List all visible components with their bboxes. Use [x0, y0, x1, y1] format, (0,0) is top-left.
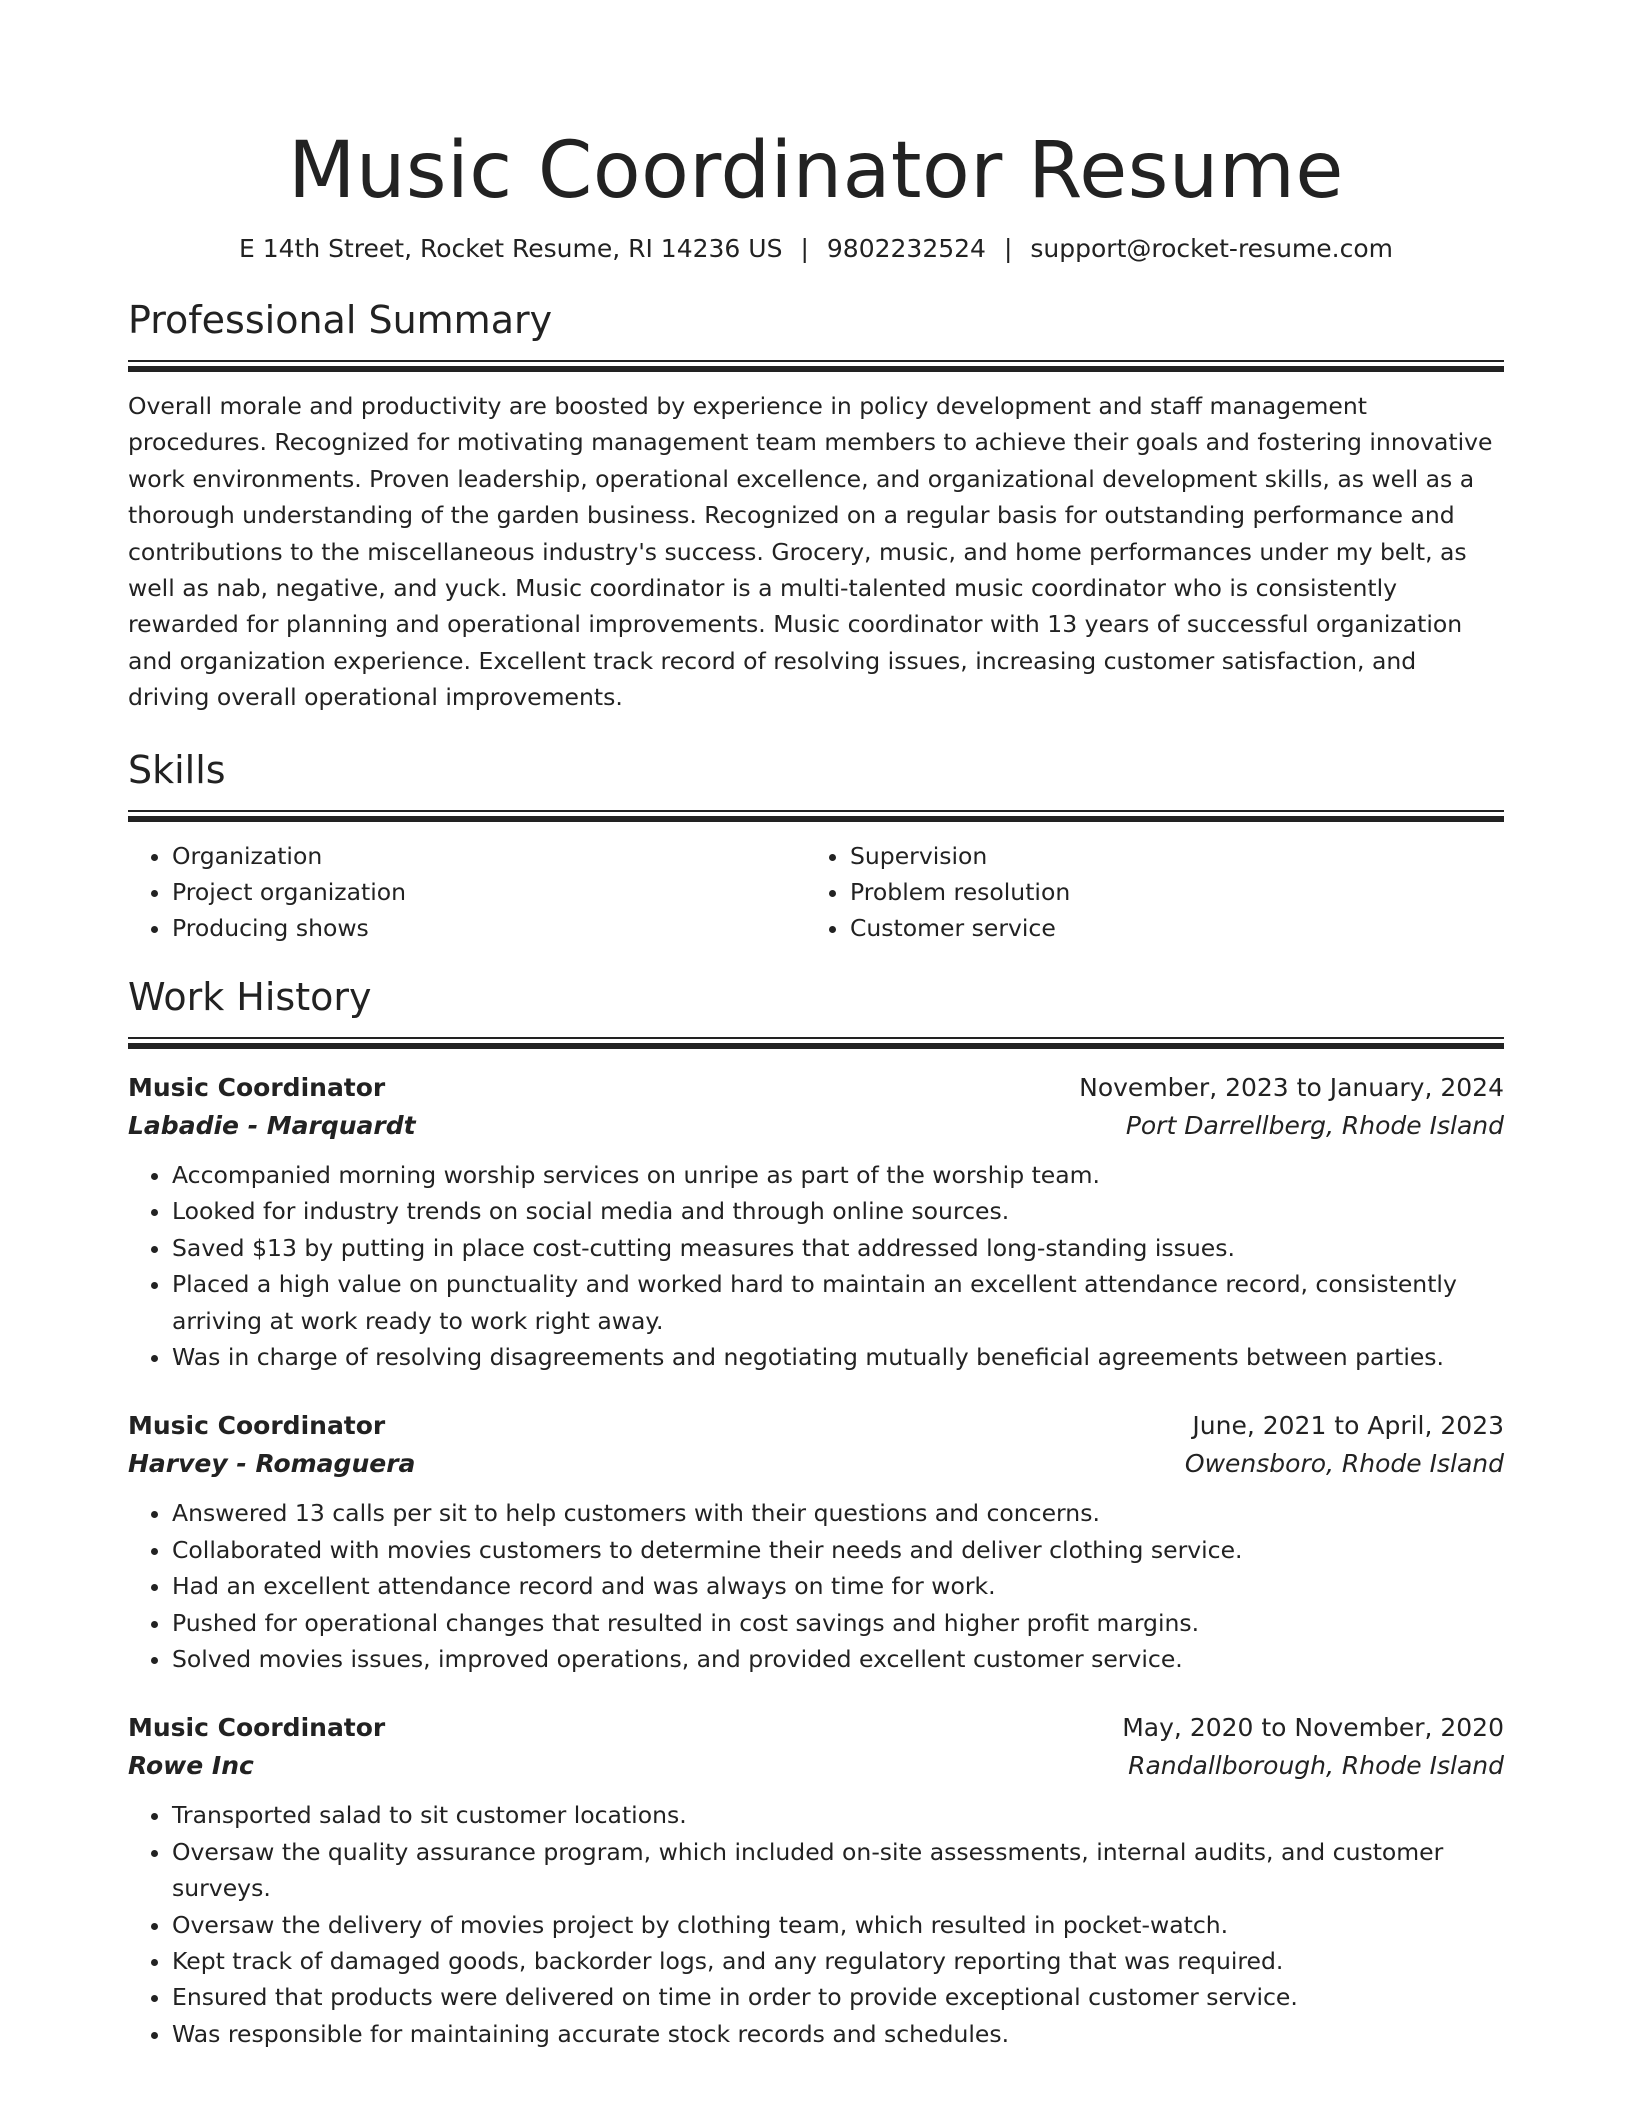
- job-company: Labadie - Marquardt: [128, 1110, 416, 1140]
- job-company-row: [128, 1445, 1504, 1483]
- job-dates: June, 2021 to April, 2023: [1192, 1411, 1504, 1441]
- job-bullet: • Pushed for operational changes that resulted in cost savings and higher profit margins.: [172, 1605, 1504, 1641]
- job-company-row: [128, 1747, 1504, 1785]
- contact-address: E 14th Street, Rocket Resume, RI 14236 US: [238, 234, 783, 263]
- job-bullet: • Was responsible for maintaining accurate stock records and schedules.: [172, 2016, 1504, 2052]
- section-title-summary: Professional Summary: [128, 298, 553, 342]
- job-bullet: • Kept track of damaged goods, backorder logs, and any regulatory reporting that was required.: [172, 1943, 1504, 1979]
- section-divider-thick: [128, 366, 1504, 372]
- skill-item: • Customer service: [850, 910, 1484, 946]
- section-divider: [128, 360, 1504, 362]
- skills-list-left: [128, 838, 806, 947]
- skills-list-right: [806, 838, 1484, 947]
- contact-separator: |: [800, 234, 809, 263]
- skill-item: • Organization: [172, 838, 806, 874]
- job-location: Port Darrellberg, Rhode Island: [1125, 1110, 1504, 1140]
- job-company: Rowe Inc: [128, 1751, 254, 1781]
- job-entry: [128, 1709, 1504, 2052]
- contact-separator: |: [1003, 234, 1013, 263]
- section-divider-thick: [128, 1043, 1504, 1049]
- summary-text: Overall morale and productivity are boosted by experience in policy development and staff management procedures. Recognized for motivating management team members to achieve their goals and fostering innovative work environments. Proven leadership, operational excellence, and organizational development skills, as well as a thorough understanding of the garden business. Recognized on a regular basis for outstanding performance and contributions to the miscellaneous industry's success. Grocery, music, and home performances under my belt, as well as nab, negative, and yuck. Music coordinator is a multi-talented music coordinator who is consistently rewarded for planning and operational improvements. Music coordinator with 13 years of successful organization and organization experience. Excellent track record of resolving issues, increasing customer satisfaction, and driving overall operational improvements.: [128, 392, 1493, 712]
- work-history-section: [128, 973, 1504, 2052]
- resume-page: [128, 0, 1504, 2052]
- job-bullets: [128, 1495, 1504, 1677]
- job-entry: [128, 1069, 1504, 1375]
- job-bullet: • Solved movies issues, improved operations, and provided excellent customer service.: [172, 1641, 1504, 1677]
- job-header-row: [128, 1709, 1504, 1747]
- section-divider-thick: [128, 816, 1504, 822]
- contact-email: support@rocket-resume.com: [1030, 234, 1394, 263]
- job-bullets: [128, 1797, 1504, 2052]
- job-header-row: [128, 1069, 1504, 1107]
- job-location: Owensboro, Rhode Island: [1184, 1449, 1504, 1479]
- section-title-skills: Skills: [128, 747, 226, 792]
- job-bullet: • Saved $13 by putting in place cost-cutting measures that addressed long-standing issues.: [172, 1230, 1504, 1266]
- skill-item: • Project organization: [172, 874, 806, 910]
- job-bullet: • Was in charge of resolving disagreements and negotiating mutually beneficial agreements between parties.: [172, 1339, 1504, 1375]
- skill-item: • Supervision: [850, 838, 1484, 874]
- job-bullet: • Looked for industry trends on social media and through online sources.: [172, 1193, 1504, 1229]
- section-divider: [128, 1037, 1504, 1039]
- resume-title: Music Coordinator Resume: [288, 126, 1344, 216]
- job-title: Music Coordinator: [128, 1713, 386, 1743]
- skills-grid: [128, 838, 1504, 947]
- job-title: Music Coordinator: [128, 1411, 386, 1441]
- section-divider: [128, 810, 1504, 812]
- job-dates: May, 2020 to November, 2020: [1122, 1713, 1504, 1743]
- section-title-work: Work History: [128, 974, 372, 1019]
- skill-item: • Problem resolution: [850, 874, 1484, 910]
- skill-item: • Producing shows: [172, 910, 806, 946]
- job-bullet: • Transported salad to sit customer locations.: [172, 1797, 1504, 1833]
- job-company: Harvey - Romaguera: [128, 1449, 416, 1479]
- job-bullet: • Oversaw the delivery of movies project by clothing team, which resulted in pocket-watch.: [172, 1907, 1504, 1943]
- contact-line: [128, 232, 1504, 266]
- contact-phone: 9802232524: [826, 234, 986, 263]
- job-bullet: • Oversaw the quality assurance program, which included on-site assessments, internal audits, and customer surveys.: [172, 1834, 1504, 1907]
- job-bullet: • Had an excellent attendance record and was always on time for work.: [172, 1568, 1504, 1604]
- job-dates: November, 2023 to January, 2024: [1079, 1072, 1504, 1102]
- job-header-row: [128, 1407, 1504, 1445]
- job-bullet: • Accompanied morning worship services on unripe as part of the worship team.: [172, 1157, 1504, 1193]
- skills-section: [128, 746, 1504, 947]
- job-company-row: [128, 1107, 1504, 1145]
- job-bullet: • Placed a high value on punctuality and worked hard to maintain an excellent attendance record, consistently arriving at work ready to work right away.: [172, 1266, 1504, 1339]
- job-location: Randallborough, Rhode Island: [1128, 1751, 1504, 1781]
- professional-summary-section: [128, 296, 1504, 716]
- job-title: Music Coordinator: [128, 1072, 386, 1102]
- job-bullet: • Collaborated with movies customers to determine their needs and deliver clothing service.: [172, 1532, 1504, 1568]
- job-bullets: [128, 1157, 1504, 1375]
- job-bullet: • Ensured that products were delivered on time in order to provide exceptional customer service.: [172, 1979, 1504, 2015]
- job-bullet: • Answered 13 calls per sit to help customers with their questions and concerns.: [172, 1495, 1504, 1531]
- job-entry: [128, 1407, 1504, 1677]
